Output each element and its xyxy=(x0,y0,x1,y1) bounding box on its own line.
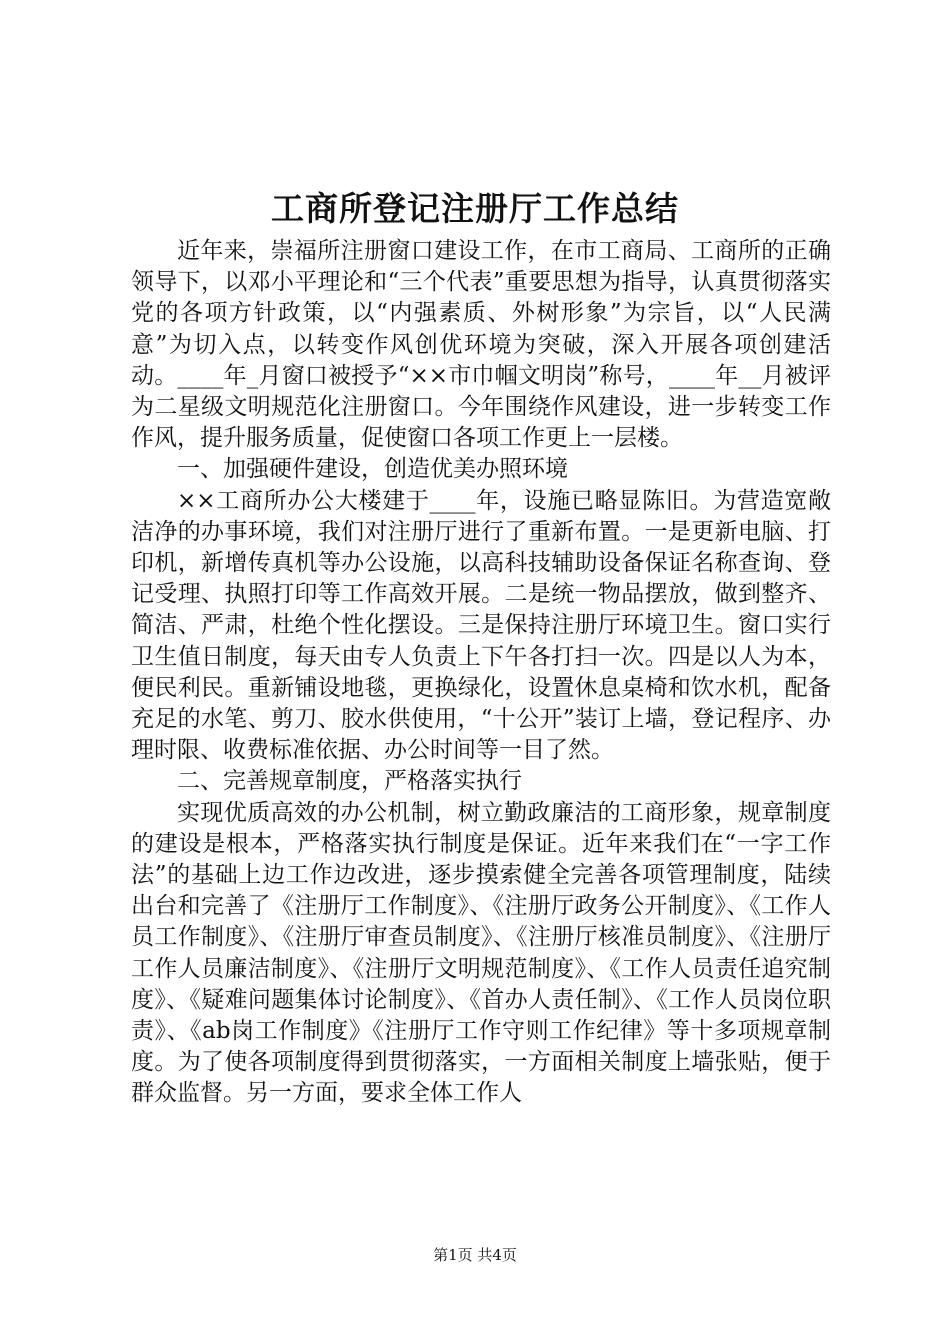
paragraph-section-1: ××工商所办公大楼建于____年，设施已略显陈旧。为营造宽敞洁净的办事环境，我们对注册厅进行了重新布置。一是更新电脑、打印机，新增传真机等办公设施，以高科技辅助设备保证名称查询、登记受理、执照打印等工作高效开展。二是统一物品摆放，做到整齐、简洁、严肃，杜绝个性化摆设。三是保持注册厅环境卫生。窗口实行卫生值日制度，每天由专人负责上下午各打扫一次。四是以人为本，便民利民。重新铺设地毯，更换绿化，设置休息桌椅和饮水机，配备充足的水笔、剪刀、胶水供使用，“十公开”装订上墙，登记程序、办理时限、收费标准依据、办公时间等一目了然。 xyxy=(131,487,831,764)
document-body xyxy=(131,236,831,1110)
page-footer: 第1页 共4页 xyxy=(433,1246,517,1264)
section-heading-2: 二、完善规章制度，严格落实执行 xyxy=(177,768,522,795)
paragraph-intro: 近年来，崇福所注册窗口建设工作，在市工商局、工商所的正确领导下，以邓小平理论和“三个代表”重要思想为指导，认真贯彻落实党的各项方针政策，以“内强素质、外树形象”为宗旨，以“人民满意”为切入点，以转变作风创优环境为突破，深入开展各项创建活动。____年_月窗口被授予“××市巾帼文明岗”称号，____年__月被评为二星级文明规范化注册窗口。今年围绕作风建设，进一步转变工作作风，提升服务质量，促使窗口各项工作更上一层楼。 xyxy=(131,238,831,452)
paragraph-section-2: 实现优质高效的办公机制，树立勤政廉洁的工商形象，规章制度的建设是根本，严格落实执行制度是保证。近年来我们在“一字工作法”的基础上边工作边改进，逐步摸索健全完善各项管理制度，陆续出台和完善了《注册厅工作制度》、《注册厅政务公开制度》、《工作人员工作制度》、《注册厅审查员制度》、《注册厅核准员制度》、《注册厅工作人员廉洁制度》、《注册厅文明规范制度》、《工作人员责任追究制度》、《疑难问题集体讨论制度》、《首办人责任制》、《工作人员岗位职责》、《ab岗工作制度》《注册厅工作守则工作纪律》等十多项规章制度。为了使各项制度得到贯彻落实，一方面相关制度上墙张贴，便于群众监督。另一方面，要求全体工作人 xyxy=(131,799,831,1107)
document-title: 工商所登记注册厅工作总结 xyxy=(271,189,679,228)
section-heading-1: 一、加强硬件建设，创造优美办照环境 xyxy=(177,456,568,483)
